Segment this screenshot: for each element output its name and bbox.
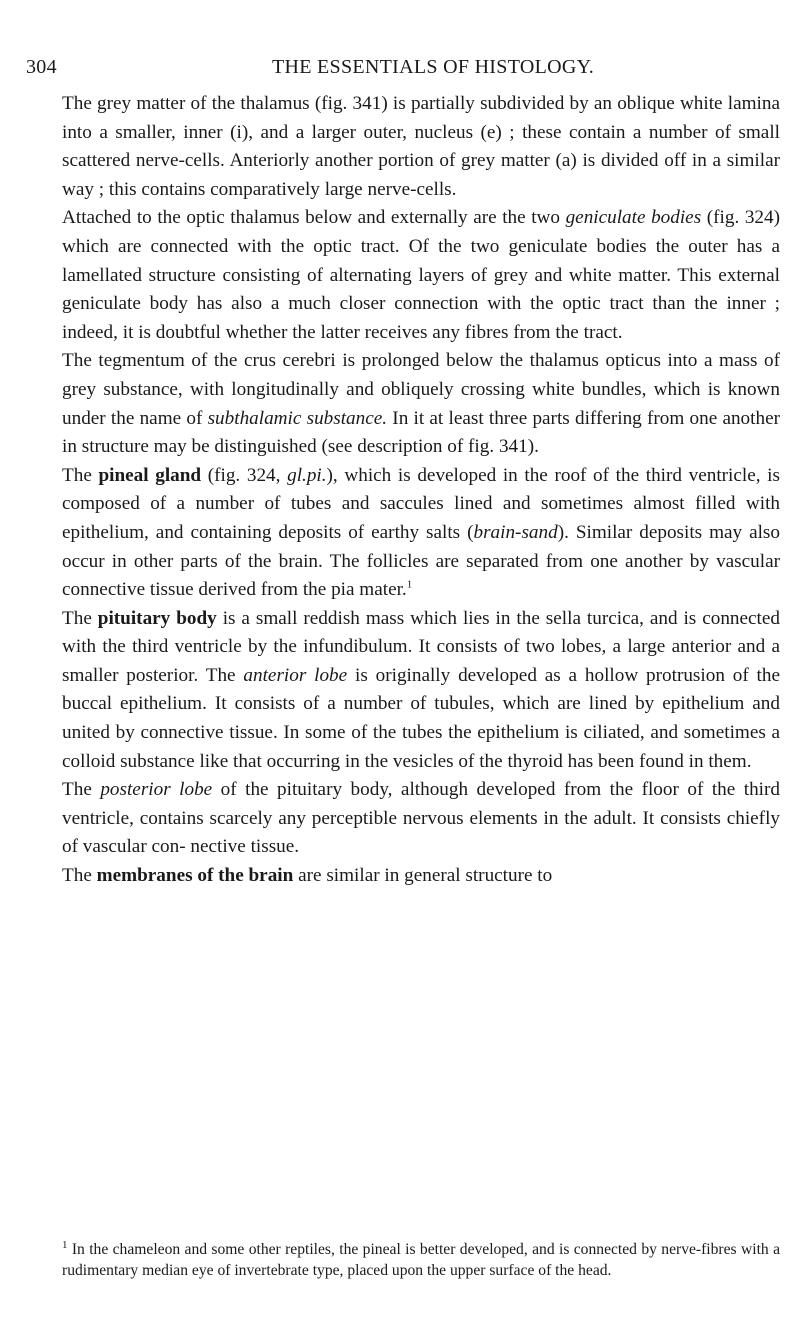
paragraph-text: ), which is developed in the roof of the third ventricle, is composed of a number of tubes and saccules lined and sometimes almost filled with epithelium, and containing deposits of earthy salts ( — [62, 464, 780, 543]
paragraph-text: The grey matter of the thalamus (fig. 341) is partially subdivided by an oblique white lamina into a smaller, inner (i), and a larger outer, nucleus (e) ; these contain a number of small scattered nerve-cells. Anteriorly another portion of grey matter (a) is divided off in a similar way ; this contains comparatively large nerve-cells. — [62, 93, 780, 200]
body-text — [62, 90, 780, 891]
running-title: THE ESSENTIALS OF HISTOLOGY. — [271, 56, 595, 78]
bold-term: pituitary body — [97, 607, 217, 629]
page-number: 304 — [26, 56, 57, 78]
paragraph-text: Attached to the optic thalamus below and externally are the two — [62, 207, 566, 229]
italic-term: posterior lobe — [100, 779, 213, 801]
paragraph-pituitary — [62, 605, 780, 777]
footnote-text: In the chameleon and some other reptiles, the pineal is better developed, and is connected by nerve-fibres with a rudimentary median eye of invertebrate type, placed upon the upper surface of the head. — [62, 1241, 780, 1279]
paragraph-text: The — [62, 865, 97, 887]
bold-term: pineal gland — [98, 464, 202, 486]
paragraph-text: The — [62, 464, 99, 486]
italic-term: anterior lobe — [243, 664, 348, 686]
paragraph-posterior-lobe — [62, 776, 780, 862]
italic-term: brain-sand — [473, 521, 558, 543]
paragraph-text: In it at least three parts differing from one another in structure may be distinguished (see description of fig. 341). — [62, 407, 780, 458]
paragraph-text: are similar in general structure to — [293, 865, 553, 887]
paragraph-text: of the pituitary body, although developed from the floor of the third ventricle, contains scarcely any perceptible nervous elements in the adult. It consists chiefly of vascular con- nective tissue. — [62, 779, 780, 858]
paragraph-text: The — [62, 607, 98, 629]
paragraph-text: is a small reddish mass which lies in the sella turcica, and is connected with the third ventricle by the infundibulum. It consists of two lobes, a large anterior and a smaller posterior. The — [62, 607, 780, 686]
paragraph-geniculate — [62, 204, 780, 347]
running-header — [26, 56, 782, 82]
bold-term: membranes of the brain — [96, 865, 294, 887]
paragraph-text: The tegmentum of the crus cerebri is prolonged below the thalamus opticus into a mass of grey substance, with longitudinally and obliquely crossing white bundles, which is known under the name of — [62, 350, 780, 429]
footnote-number: 1 — [62, 1238, 68, 1251]
italic-term: subthalamic substance. — [207, 407, 388, 429]
paragraph-text: ). Similar deposits may also occur in other parts of the brain. The follicles are separated from one another by vascular connective tissue derived from the pia mater. — [62, 521, 780, 601]
paragraph-pineal — [62, 462, 780, 605]
paragraph-text: The — [62, 779, 101, 801]
italic-term: geniculate bodies — [565, 207, 702, 229]
paragraph-thalamus — [62, 90, 780, 204]
paragraph-membranes — [62, 862, 780, 891]
paragraph-text: (fig. 324, — [201, 464, 288, 486]
footnote-marker: 1 — [406, 578, 413, 591]
footnote — [62, 1240, 780, 1281]
italic-term: gl.pi. — [287, 464, 327, 486]
paragraph-subthalamic — [62, 347, 780, 461]
paragraph-text: is originally developed as a hollow protrusion of the buccal epithelium. It consists of a number of tubules, which are lined by epithelium and united by connective tissue. In some of the tubes the epithelium is ciliated, and sometimes a colloid substance like that occurring in the vesicles of the thyroid has been found in them. — [62, 664, 780, 772]
paragraph-text: (fig. 324) which are connected with the optic tract. Of the two geniculate bodies the outer has a lamellated structure consisting of alternating layers of grey and white matter. This external geniculate body has also a much closer connection with the optic tract than the inner ; indeed, it is doubtful whether the latter receives any fibres from the tract. — [62, 207, 780, 343]
